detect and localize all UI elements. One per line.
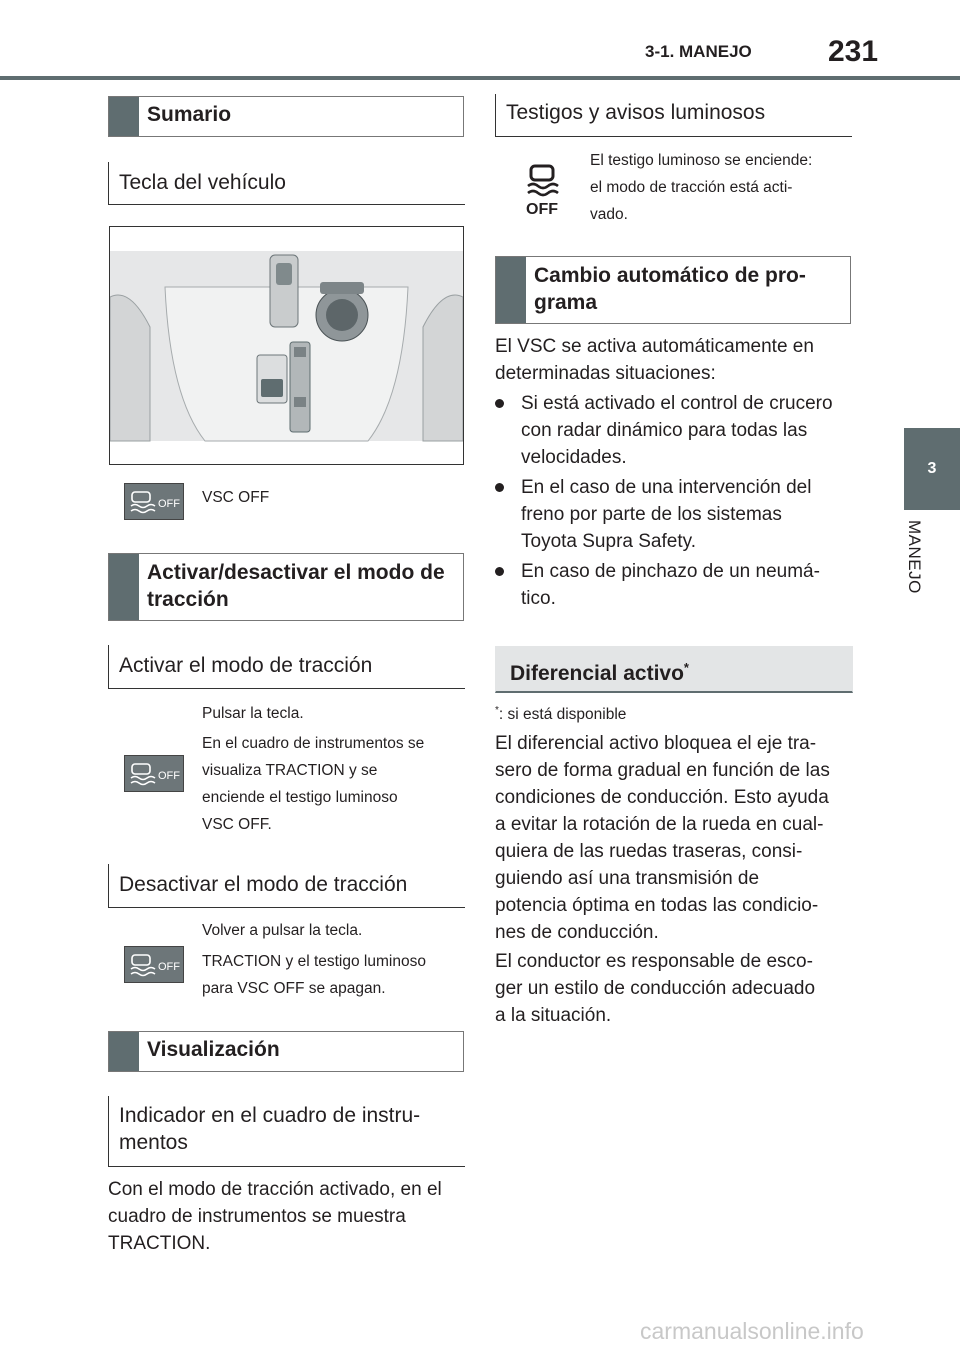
bullet-text: [521, 558, 820, 612]
testigo-text: [590, 147, 812, 228]
testigo-line: vado.: [590, 206, 628, 223]
bullet-dot: [495, 399, 504, 408]
footnote-text: : si está disponible: [498, 706, 627, 724]
indicador-line: mentos: [119, 1131, 188, 1154]
chapter-label: [900, 520, 930, 620]
paragraph-line: potencia óptima en todas las condicio-: [495, 895, 819, 916]
activar-subheading-block: [108, 645, 465, 689]
indicador-subheading: [119, 1102, 420, 1156]
visualizacion-heading: Visualización: [147, 1038, 280, 1061]
conductor-paragraph: [495, 948, 815, 1029]
paragraph-line: TRACTION.: [108, 1233, 211, 1254]
bullet-line: velocidades.: [521, 447, 627, 468]
footnote-star: *: [495, 705, 499, 716]
desactivar-subheading-block: [108, 864, 465, 908]
paragraph-line: a evitar la rotación de la rueda en cual-: [495, 814, 824, 835]
diferencial-heading-text: Diferencial activo: [510, 662, 684, 685]
bullet-text: [521, 474, 811, 555]
paragraph-line: quiera de las ruedas traseras, consi-: [495, 841, 803, 862]
cuadro-text: [202, 730, 424, 838]
cambio-heading: [534, 262, 842, 316]
vsc-paragraph: [495, 333, 814, 387]
activar-box: [108, 553, 464, 621]
header-rule: [0, 76, 960, 80]
vsc-off-icon: [124, 483, 184, 520]
chapter-label-text: MANEJO: [905, 520, 924, 594]
activar-heading: Activar/desactivar el modo de tracción: [147, 561, 445, 611]
paragraph-line: cuadro de instrumentos se muestra: [108, 1206, 406, 1227]
footnote: [495, 700, 626, 726]
heading-bar: [109, 554, 139, 620]
page-number: 231: [828, 35, 879, 68]
pulsar-text: Pulsar la tecla.: [202, 705, 304, 722]
cuadro-line: VSC OFF.: [202, 816, 272, 833]
con-paragraph: [108, 1176, 442, 1257]
diferencial-paragraph: [495, 730, 830, 946]
traction-line: TRACTION y el testigo luminoso: [202, 953, 426, 970]
traction-line: para VSC OFF se apagan.: [202, 980, 386, 997]
watermark: carmanualsonline.info: [640, 1318, 864, 1344]
section-title: 3-1. MANEJO: [645, 42, 752, 61]
paragraph-line: a la situación.: [495, 1005, 612, 1026]
chapter-tab: 3: [904, 428, 960, 510]
bullet-line: tico.: [521, 588, 556, 609]
testigos-heading-block: [495, 94, 852, 137]
paragraph-line: El VSC se activa automáticamente en: [495, 336, 814, 357]
bullet-line: Si está activado el control de crucero: [521, 393, 833, 414]
vsc-off-icon: [124, 755, 184, 792]
bullet-item: [495, 474, 855, 556]
heading-bar: [109, 1032, 139, 1071]
cambio-line: grama: [534, 291, 598, 314]
traction-text: [202, 948, 426, 1002]
bullet-line: con radar dinámico para todas las: [521, 420, 808, 441]
paragraph-line: El diferencial activo bloquea el eje tra-: [495, 733, 817, 754]
paragraph-line: ger un estilo de conducción adecuado: [495, 978, 816, 999]
paragraph-line: condiciones de conducción. Esto ayuda: [495, 787, 829, 808]
visualizacion-box: [108, 1031, 464, 1072]
bullet-dot: [495, 483, 504, 492]
diferencial-box: [495, 646, 853, 693]
paragraph-line: nes de conducción.: [495, 922, 659, 943]
vsc-off-icon-text: OFF: [158, 961, 180, 973]
paragraph-line: El conductor es responsable de esco-: [495, 951, 813, 972]
sumario-heading: Sumario: [147, 103, 232, 126]
vsc-off-icon: [124, 946, 184, 983]
testigo-line: El testigo luminoso se enciende:: [590, 152, 813, 169]
bullet-dot: [495, 567, 504, 576]
paragraph-line: determinadas situaciones:: [495, 363, 716, 384]
traction-warning-icon: [522, 160, 562, 218]
cuadro-line: enciende el testigo luminoso: [202, 789, 398, 806]
bullet-line: En el caso de una intervención del: [521, 477, 812, 498]
heading-bar: [496, 257, 526, 323]
console-photo: [109, 226, 464, 465]
tecla-heading-block: [108, 162, 465, 205]
paragraph-line: Con el modo de tracción activado, en el: [108, 1179, 442, 1200]
bullet-line: En caso de pinchazo de un neumá-: [521, 561, 820, 582]
bullet-text: [521, 390, 833, 471]
indicador-line: Indicador en el cuadro de instru-: [119, 1104, 421, 1127]
indicador-subheading-block: [108, 1096, 465, 1167]
tecla-heading: Tecla del vehículo: [119, 171, 286, 194]
activar-subheading: Activar el modo de tracción: [119, 654, 373, 677]
diferencial-heading: [510, 654, 844, 687]
volver-text: Volver a pulsar la tecla.: [202, 922, 363, 939]
bullet-line: freno por parte de los sistemas: [521, 504, 782, 525]
traction-warning-icon-text: OFF: [526, 201, 558, 218]
vsc-off-label: VSC OFF: [202, 489, 270, 506]
cuadro-line: visualiza TRACTION y se: [202, 762, 378, 779]
cuadro-line: En el cuadro de instrumentos se: [202, 735, 425, 752]
heading-bar: [109, 97, 139, 136]
cambio-line: Cambio automático de pro-: [534, 264, 806, 287]
asterisk: *: [683, 660, 689, 675]
bullet-item: [495, 558, 855, 614]
vsc-off-icon-text: OFF: [158, 498, 180, 510]
bullet-item: [495, 390, 855, 472]
cambio-box: [495, 256, 851, 324]
vsc-off-icon-text: OFF: [158, 770, 180, 782]
bullet-line: Toyota Supra Safety.: [521, 531, 696, 552]
testigo-line: el modo de tracción está acti-: [590, 179, 793, 196]
sumario-box: [108, 96, 464, 137]
paragraph-line: sero de forma gradual en función de las: [495, 760, 830, 781]
testigos-heading: Testigos y avisos luminosos: [506, 101, 766, 124]
paragraph-line: guiendo así una transmisión de: [495, 868, 760, 889]
desactivar-subheading: Desactivar el modo de tracción: [119, 873, 408, 896]
